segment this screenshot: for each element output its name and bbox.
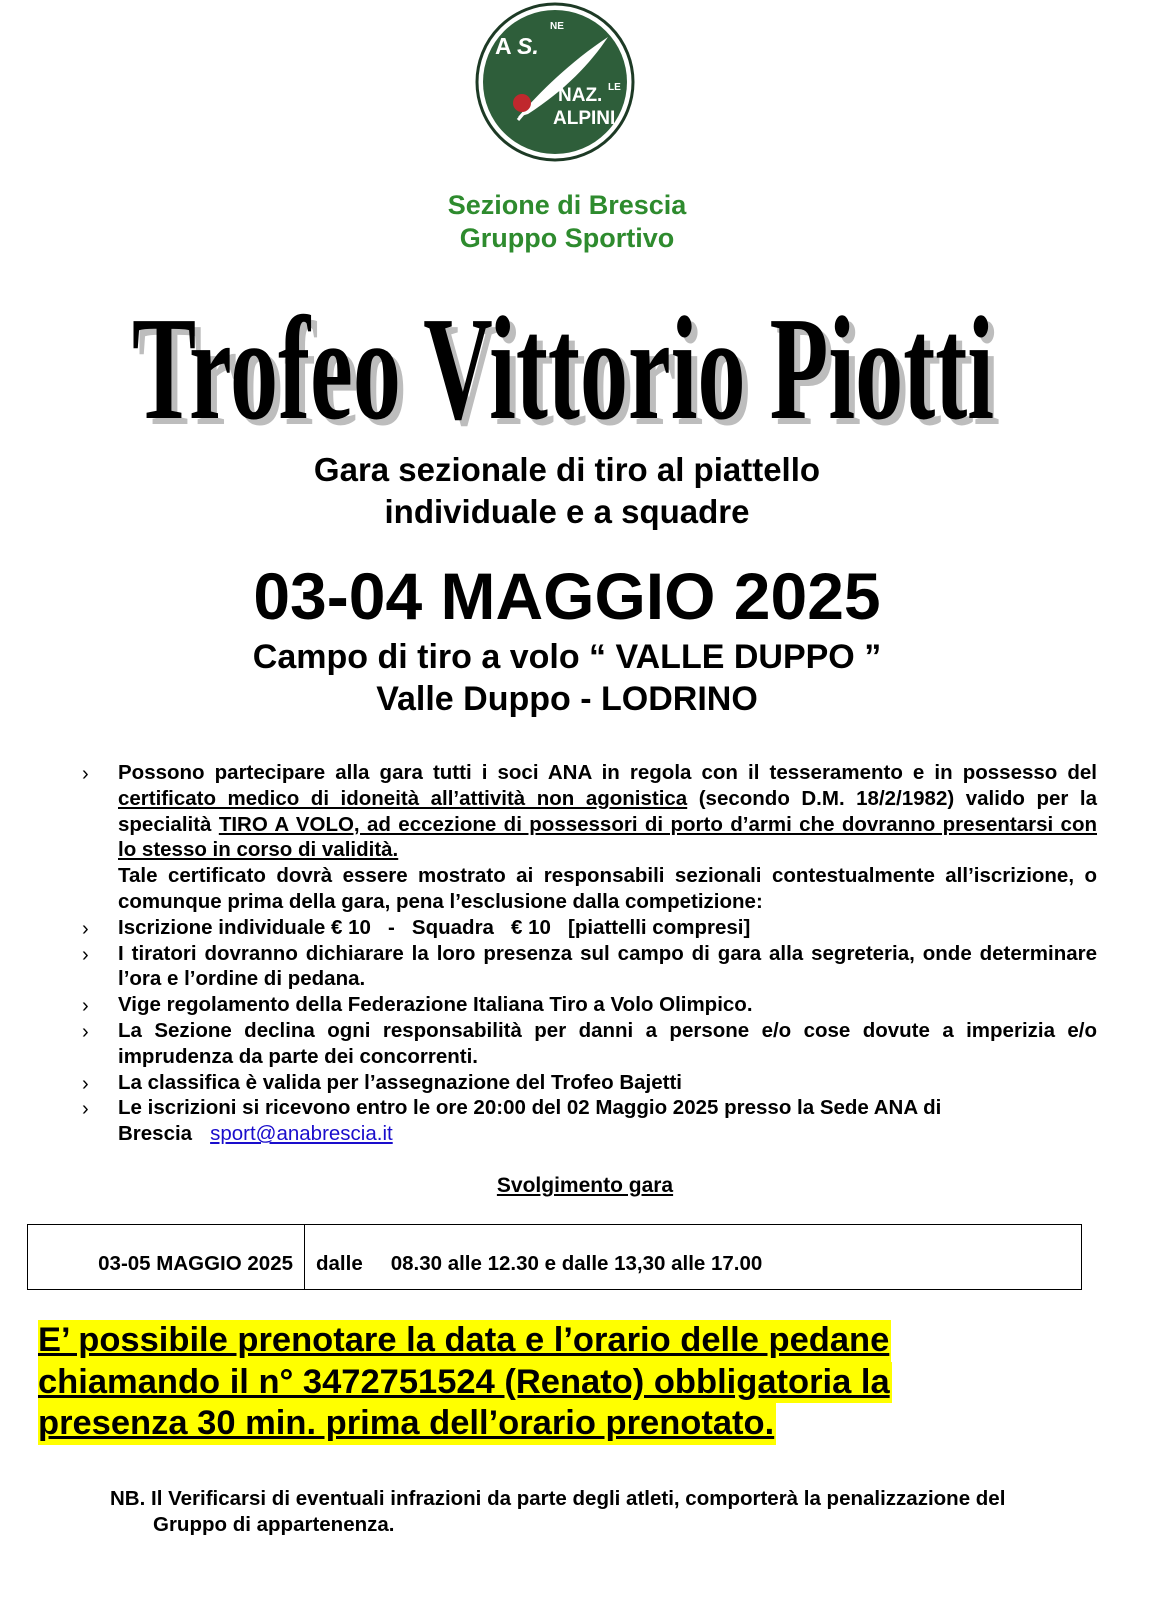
schedule-date: 03-05 MAGGIO 2025 [28, 1225, 305, 1289]
booking-line-3: presenza 30 min. prima dell’orario prenotato. [38, 1403, 776, 1445]
svg-text:Trofeo Vittorio Piotti: Trofeo Vittorio Piotti [138, 293, 1000, 436]
email-link[interactable]: sport@anabrescia.it [210, 1122, 393, 1146]
medical-certificate-text: certificato medico di idoneità all’attività non agonistica [118, 786, 688, 810]
schedule-hours: 08.30 alle 12.30 e dalle 13,30 alle 17.00 [390, 1252, 763, 1275]
subtitle-line-1: Gara sezionale di tiro al piattello [313, 451, 821, 488]
chevron-icon: › [82, 1020, 89, 1043]
rule-regulation: › Vige regolamento della Federazione Italiana Tiro a Volo Olimpico. [80, 992, 1097, 1018]
event-location: Valle Duppo - LODRINO [376, 680, 758, 718]
schedule-table [27, 1224, 1082, 1290]
rule-fees: › Iscrizione individuale € 10 - Squadra € 10 [piattelli compresi] [80, 915, 1097, 941]
schedule-from-label: dalle [316, 1252, 363, 1275]
note-line-1: NB. Il Verificarsi di eventuali infrazioni da parte degli atleti, comporterà la penalizzazione del [110, 1487, 1006, 1510]
svg-text:ALPINI: ALPINI [553, 108, 616, 129]
event-venue: Campo di tiro a volo “ VALLE DUPPO ” [252, 638, 882, 676]
schedule-hours-cell [305, 1225, 1081, 1289]
svg-text:NE: NE [550, 21, 564, 32]
rule-registration: › Le iscrizioni si ricevono entro le ore 20:00 del 02 Maggio 2025 presso la Sede ANA di Brescia sport@anabrescia.it [82, 1096, 942, 1146]
svg-text:Trofeo Vittorio Piotti: Trofeo Vittorio Piotti [132, 287, 994, 436]
certificate-note: Tale certificato dovrà essere mostrato ai responsabili sezionali contestualmente all’iscrizione, o comunque prima della gara, pena l’esclusione dalla competizione: [118, 864, 1097, 913]
subtitle-line-2: individuale e a squadre [384, 493, 750, 530]
booking-line-2: chiamando il n° 3472751524 (Renato) obbligatoria la [38, 1362, 892, 1404]
chevron-icon: › [82, 763, 89, 785]
group-name: Gruppo Sportivo [459, 223, 675, 253]
svg-text:LE: LE [608, 82, 621, 93]
booking-notice [38, 1320, 1038, 1445]
chevron-icon: › [82, 1072, 89, 1095]
ana-logo [470, 2, 640, 162]
section-name: Sezione di Brescia [447, 190, 687, 220]
rule-participation: › Possono partecipare alla gara tutti i soci ANA in regola con il tesseramento e in possesso del certificato medico di idoneità all’attività non agonistica (secondo D.M. 18/2/1982) valido per la specialità TIRO A VOLO, ad eccezione di possessori di porto d’armi che dovranno presentarsi con lo stesso in corso di validità. Tale certificato dovrà essere mostrato ai responsabili sezionali contestualmente all’iscrizione, o comunque prima della gara, pena l’esclusione dalla competizione: [82, 761, 1097, 913]
trophy-title [130, 286, 1005, 436]
rule-ranking: › La classifica è valida per l’assegnazione del Trofeo Bajetti [80, 1070, 1097, 1096]
schedule-heading: Svolgimento gara [496, 1174, 674, 1197]
note-line-2: Gruppo di appartenenza. [153, 1513, 395, 1536]
svg-text:S.: S. [517, 33, 539, 59]
specialty-text: TIRO A VOLO, ad eccezione di possessori di porto d’armi che dovranno presentarsi con lo stesso in corso di validità. [118, 812, 1097, 862]
rules-list [80, 760, 1097, 1147]
chevron-icon: › [82, 943, 89, 966]
booking-line-1: E’ possibile prenotare la data e l’orario delle pedane [38, 1320, 891, 1362]
chevron-icon: › [82, 1098, 89, 1121]
rule-liability: › La Sezione declina ogni responsabilità per danni a persone e/o cose dovute a imperizia e/o imprudenza da parte dei concorrenti. [82, 1018, 1097, 1068]
svg-text:NAZ.: NAZ. [558, 85, 603, 106]
rule-presence: › I tiratori dovranno dichiarare la loro presenza sul campo di gara alla segreteria, onde determinare l’ora e l’ordine di pedana. [82, 941, 1097, 991]
chevron-icon: › [82, 995, 89, 1018]
event-date: 03-04 MAGGIO 2025 [253, 559, 881, 633]
svg-text:A: A [495, 33, 512, 59]
chevron-icon: › [82, 917, 89, 940]
ana-logo-emblem [470, 2, 640, 162]
penalty-note [110, 1486, 1100, 1538]
